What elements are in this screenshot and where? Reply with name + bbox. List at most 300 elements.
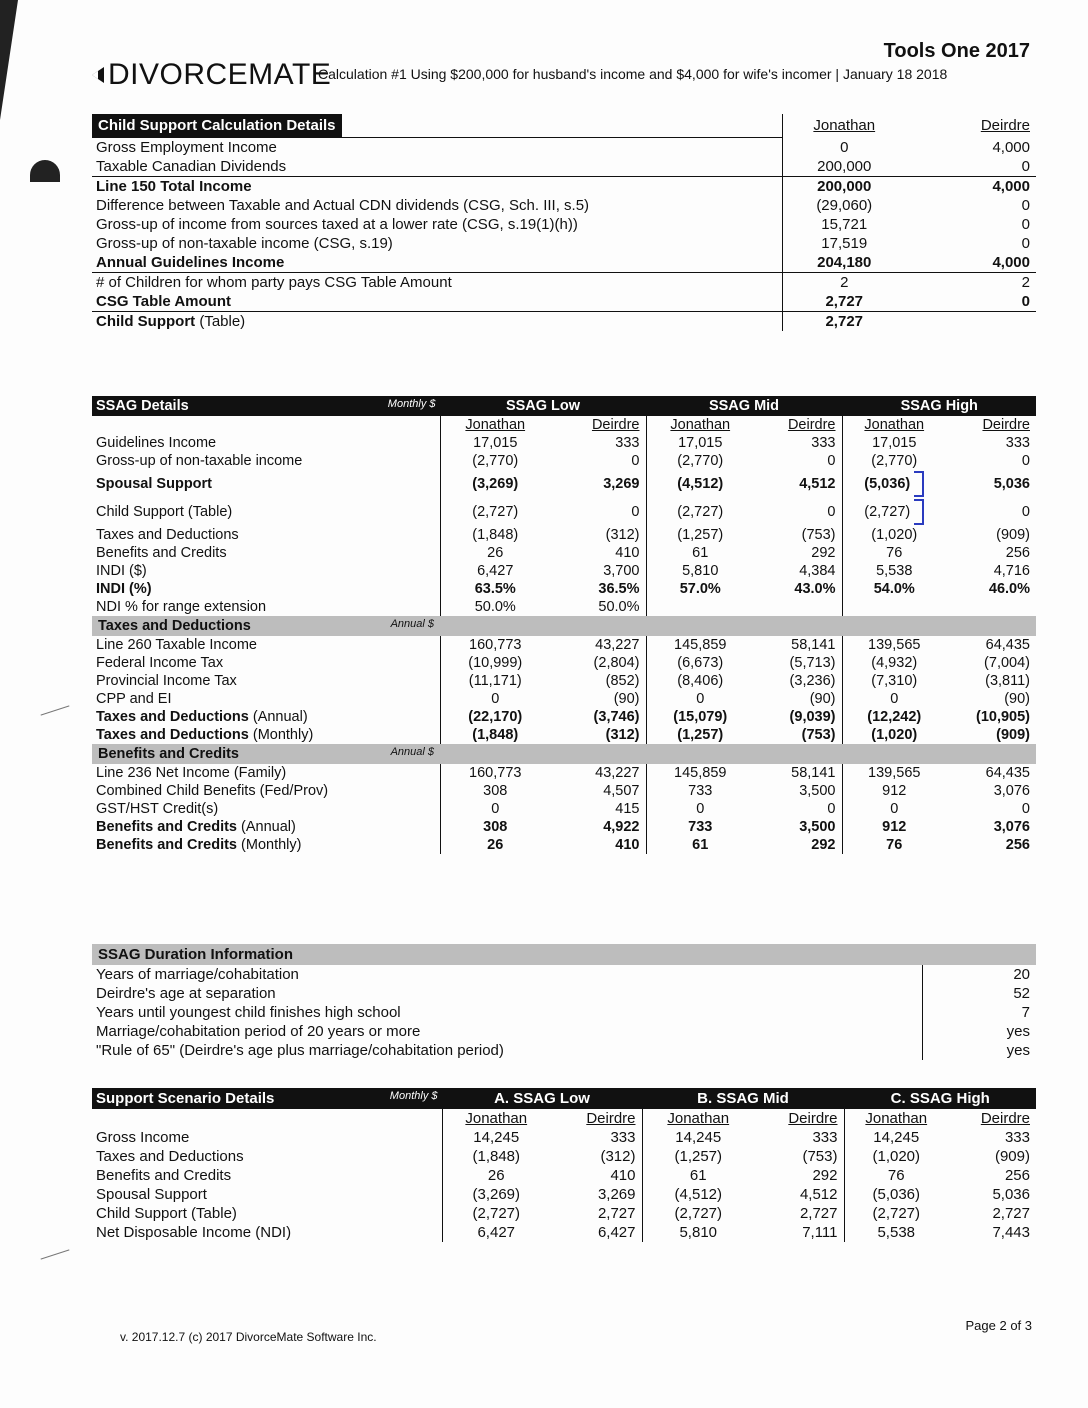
col-deirdre: Deirdre xyxy=(982,417,1030,433)
value-jonathan: 17,015 xyxy=(440,434,550,452)
value-deirdre: 7,111 xyxy=(754,1223,844,1242)
value-jonathan: 912 xyxy=(882,819,907,835)
col-deirdre: Deirdre xyxy=(754,1109,844,1128)
row-label xyxy=(92,452,440,470)
table-row xyxy=(92,138,1036,158)
benefits-rows xyxy=(92,764,1036,854)
value-deirdre: 5,036 xyxy=(993,476,1030,492)
row-label-text: INDI (%) xyxy=(96,581,152,597)
benefits-bar-fill xyxy=(440,744,1036,764)
value-deirdre: 2 xyxy=(1021,274,1030,291)
table-row xyxy=(92,580,1036,598)
row-label-text: Line 260 Taxable Income xyxy=(96,637,257,653)
value-deirdre: (90) xyxy=(550,690,646,708)
value-jonathan: 76 xyxy=(887,1167,905,1184)
table-row xyxy=(92,253,1036,273)
value-jonathan: (1,848) xyxy=(440,526,550,544)
value-jonathan: (29,060) xyxy=(782,196,906,215)
row-label xyxy=(92,470,440,498)
value-jonathan: 139,565 xyxy=(868,765,921,781)
group-a-ssag-low: A. SSAG Low xyxy=(442,1088,642,1109)
value-jonathan: 733 xyxy=(688,783,713,799)
group-ssag-low: SSAG Low xyxy=(440,396,646,416)
version-footer: v. 2017.12.7 (c) 2017 DivorceMate Software Inc. xyxy=(120,1330,377,1344)
table-row xyxy=(92,470,1036,498)
value-deirdre: (312) xyxy=(550,526,646,544)
row-label xyxy=(92,138,782,158)
row-label xyxy=(92,562,440,580)
calculation-subtitle: Calculation #1 Using $200,000 for husband's income and $4,000 for wife's incomer | January 18 2018 xyxy=(318,66,948,82)
value-jonathan: 63.5% xyxy=(440,580,550,598)
value-deirdre: (312) xyxy=(550,726,646,744)
value-deirdre: 256 xyxy=(1004,1167,1030,1184)
row-label xyxy=(92,654,440,672)
value-deirdre: 415 xyxy=(550,800,646,818)
value-deirdre: 0 xyxy=(906,157,1036,177)
duration-title: SSAG Duration Information xyxy=(92,944,922,965)
value-deirdre xyxy=(906,312,1036,332)
col-deirdre: Deirdre xyxy=(754,416,842,434)
value-jonathan: 5,810 xyxy=(679,1224,718,1241)
value-deirdre: 43,227 xyxy=(550,636,646,654)
benefits-header xyxy=(92,744,1036,764)
value-jonathan: (1,020) xyxy=(871,727,918,743)
value-deirdre: 333 xyxy=(550,1128,642,1147)
ssag-table xyxy=(92,396,1036,854)
value-jonathan: (2,727) xyxy=(677,504,724,520)
row-label: Years of marriage/cohabitation xyxy=(96,966,299,983)
value-deirdre: (10,905) xyxy=(975,709,1030,725)
row-label-text: Taxable Canadian Dividends xyxy=(96,158,287,175)
table-row xyxy=(92,215,1036,234)
row-value: 52 xyxy=(922,984,1036,1003)
row-label xyxy=(92,708,440,726)
scenario-title-cell xyxy=(92,1088,442,1109)
table-row xyxy=(92,782,1036,800)
value-deirdre: (9,039) xyxy=(754,708,842,726)
value-jonathan: 2,727 xyxy=(782,292,906,312)
value-jonathan: 5,538 xyxy=(876,563,913,579)
row-label-suffix: (Annual) xyxy=(241,819,296,835)
benefits-title: Benefits and Credits xyxy=(98,746,239,762)
row-label-text: Taxes and Deductions xyxy=(96,727,249,743)
value-jonathan: 54.0% xyxy=(873,581,915,597)
value-jonathan: 0 xyxy=(440,690,550,708)
value-deirdre: 3,076 xyxy=(993,783,1030,799)
row-label xyxy=(92,526,440,544)
table-row xyxy=(92,157,1036,177)
row-value: 7 xyxy=(922,1003,1036,1022)
row-label-text: NDI % for range extension xyxy=(96,599,267,615)
brand-logo xyxy=(90,58,331,92)
benefits-title-cell xyxy=(92,744,440,764)
value-deirdre: (7,004) xyxy=(984,655,1030,671)
row-label-text: Gross-up of non-taxable income xyxy=(96,453,303,469)
child-support-rows xyxy=(92,138,1036,332)
value-jonathan: (1,257) xyxy=(674,1148,723,1165)
value-jonathan: 204,180 xyxy=(782,253,906,273)
row-label: "Rule of 65" (Deirdre's age plus marriage/cohabitation period) xyxy=(96,1042,504,1059)
annotation-bracket xyxy=(914,471,924,497)
duration-bar-fill xyxy=(922,944,1036,965)
value-jonathan xyxy=(646,598,754,616)
row-label-text: Benefits and Credits xyxy=(96,545,227,561)
value-deirdre: 0 xyxy=(550,498,646,526)
row-value: yes xyxy=(922,1041,1036,1060)
table-row xyxy=(92,726,1036,744)
table-row xyxy=(92,654,1036,672)
divorcemate-logo-icon xyxy=(90,65,104,85)
row-label-suffix: (Monthly) xyxy=(241,837,302,853)
value-deirdre: (753) xyxy=(754,726,842,744)
value-deirdre: 0 xyxy=(754,452,842,470)
row-label-text: Child Support xyxy=(96,313,196,330)
value-deirdre: 256 xyxy=(1005,545,1030,561)
value-jonathan: 139,565 xyxy=(868,637,921,653)
row-label-suffix: (Annual) xyxy=(252,709,308,725)
value-deirdre: 0 xyxy=(1021,216,1030,233)
row-label-text: Federal Income Tax xyxy=(96,655,224,671)
table-row xyxy=(92,1166,1036,1185)
value-deirdre: 58,141 xyxy=(754,636,842,654)
table-row xyxy=(92,312,1036,332)
row-label xyxy=(92,498,440,526)
brand-name: DIVORCEMATE xyxy=(108,58,332,91)
value-jonathan: 17,015 xyxy=(872,435,917,451)
value-deirdre: 3,076 xyxy=(993,819,1030,835)
value-deirdre: 333 xyxy=(1004,1129,1030,1146)
value-deirdre: 50.0% xyxy=(550,598,646,616)
col-deirdre: Deirdre xyxy=(980,1110,1030,1127)
value-jonathan: 17,015 xyxy=(678,435,723,451)
value-jonathan: (6,673) xyxy=(677,655,724,671)
table-row xyxy=(92,690,1036,708)
col-deirdre: Deirdre xyxy=(550,1109,642,1128)
value-deirdre: 292 xyxy=(754,544,842,562)
table-row xyxy=(92,800,1036,818)
table-row xyxy=(92,273,1036,293)
row-label xyxy=(92,726,440,744)
value-deirdre: 292 xyxy=(754,1166,844,1185)
table-row xyxy=(92,965,1036,984)
page-number: Page 2 of 3 xyxy=(965,1318,1032,1333)
row-label: Years until youngest child finishes high school xyxy=(96,1004,401,1021)
value-jonathan: 160,773 xyxy=(440,764,550,782)
value-deirdre: (90) xyxy=(754,690,842,708)
value-deirdre: (909) xyxy=(996,727,1030,743)
value-jonathan: (4,932) xyxy=(871,655,918,671)
row-label-text: Benefits and Credits xyxy=(96,1167,232,1184)
value-deirdre: (3,811) xyxy=(985,673,1030,689)
value-jonathan: 61 xyxy=(692,545,709,561)
duration-rows xyxy=(92,965,1036,1060)
row-label-text: Benefits and Credits xyxy=(96,819,237,835)
value-deirdre: 4,000 xyxy=(906,253,1036,273)
value-deirdre: (909) xyxy=(994,1148,1030,1165)
row-label-text: Net Disposable Income (NDI) xyxy=(96,1224,292,1241)
value-deirdre: (753) xyxy=(754,1147,844,1166)
col-jonathan: Jonathan xyxy=(782,114,906,138)
value-jonathan: 61 xyxy=(692,837,709,853)
value-jonathan: (5,036) xyxy=(872,1186,921,1203)
col-jonathan: Jonathan xyxy=(440,416,550,434)
value-deirdre: 0 xyxy=(1021,504,1030,520)
row-label xyxy=(92,253,782,273)
table-row xyxy=(92,1223,1036,1242)
row-label-text: Taxes and Deductions xyxy=(96,709,249,725)
value-jonathan: 5,538 xyxy=(877,1224,916,1241)
row-label xyxy=(92,1147,442,1166)
row-label xyxy=(92,544,440,562)
value-jonathan: (2,770) xyxy=(677,453,724,469)
value-deirdre: 7,443 xyxy=(992,1224,1030,1241)
value-deirdre: 58,141 xyxy=(754,764,842,782)
value-jonathan: 6,427 xyxy=(442,1223,550,1242)
col-jonathan: Jonathan xyxy=(670,417,731,433)
col-deirdre: Deirdre xyxy=(980,117,1030,135)
child-support-table xyxy=(92,114,1036,331)
value-deirdre: 4,716 xyxy=(993,563,1030,579)
value-deirdre: 0 xyxy=(1021,197,1030,214)
benefits-unit: Annual $ xyxy=(390,746,434,758)
value-jonathan: (11,171) xyxy=(440,672,550,690)
value-jonathan: 26 xyxy=(440,544,550,562)
value-deirdre: 4,512 xyxy=(754,1185,844,1204)
row-value: 20 xyxy=(922,965,1036,984)
value-jonathan: (10,999) xyxy=(440,654,550,672)
scenario-title: Support Scenario Details xyxy=(96,1090,275,1107)
value-jonathan: (2,727) xyxy=(440,498,550,526)
table-row xyxy=(92,1147,1036,1166)
value-deirdre: 292 xyxy=(754,836,842,854)
value-deirdre: 2,727 xyxy=(754,1204,844,1223)
value-jonathan: 0 xyxy=(890,691,899,707)
group-b-ssag-mid: B. SSAG Mid xyxy=(642,1088,844,1109)
duration-table xyxy=(92,944,1036,1060)
value-deirdre: 4,000 xyxy=(992,178,1030,195)
value-jonathan: (12,242) xyxy=(867,709,922,725)
row-label-text: Gross-up of non-taxable income (CSG, s.19) xyxy=(96,235,393,252)
value-jonathan: 14,245 xyxy=(873,1129,920,1146)
child-support-title: Child Support Calculation Details xyxy=(92,114,342,137)
value-deirdre xyxy=(946,598,1036,616)
table-row xyxy=(92,1204,1036,1223)
value-jonathan: (1,257) xyxy=(677,727,724,743)
table-row xyxy=(92,1128,1036,1147)
row-label xyxy=(92,690,440,708)
value-jonathan: 200,000 xyxy=(782,157,906,177)
taxes-unit: Annual $ xyxy=(390,618,434,630)
ssag-title-cell xyxy=(92,396,440,416)
value-jonathan: 308 xyxy=(440,818,550,836)
value-deirdre: 0 xyxy=(754,498,842,526)
table-row xyxy=(92,434,1036,452)
value-deirdre: 64,435 xyxy=(985,765,1030,781)
value-jonathan: (2,727) xyxy=(842,498,946,526)
value-jonathan: 76 xyxy=(886,837,903,853)
col-jonathan: Jonathan xyxy=(865,1110,928,1127)
value-jonathan: (4,512) xyxy=(674,1186,723,1203)
row-label xyxy=(92,1185,442,1204)
value-jonathan: 15,721 xyxy=(782,215,906,234)
row-label-text: CSG Table Amount xyxy=(96,293,231,310)
table-row xyxy=(92,984,1036,1003)
row-label-text: Taxes and Deductions xyxy=(96,1148,244,1165)
row-label xyxy=(92,672,440,690)
page-title: Tools One 2017 xyxy=(883,40,1030,62)
row-label xyxy=(92,273,782,293)
row-label xyxy=(92,1223,442,1242)
value-deirdre: 4,507 xyxy=(550,782,646,800)
value-jonathan: 308 xyxy=(440,782,550,800)
value-deirdre: (3,746) xyxy=(550,708,646,726)
value-jonathan: 57.0% xyxy=(679,581,721,597)
value-deirdre: 0 xyxy=(1021,235,1030,252)
value-jonathan: 200,000 xyxy=(782,177,906,197)
value-jonathan: 0 xyxy=(440,800,550,818)
value-deirdre: (5,713) xyxy=(754,654,842,672)
row-label: Marriage/cohabitation period of 20 years or more xyxy=(96,1023,421,1040)
row-label-text: Line 236 Net Income (Family) xyxy=(96,765,287,781)
value-deirdre: 4,384 xyxy=(754,562,842,580)
row-label-text: Gross Income xyxy=(96,1129,190,1146)
row-label-text: Spousal Support xyxy=(96,1186,207,1203)
row-label xyxy=(92,836,440,854)
row-label-text: Gross Employment Income xyxy=(96,139,277,156)
value-jonathan: 61 xyxy=(689,1167,707,1184)
table-row xyxy=(92,598,1036,616)
value-jonathan: 145,859 xyxy=(674,765,727,781)
row-label xyxy=(92,157,782,177)
row-label-text: Spousal Support xyxy=(96,476,212,492)
value-deirdre: 5,036 xyxy=(992,1186,1030,1203)
value-deirdre: 4,000 xyxy=(992,138,1030,156)
value-deirdre: (312) xyxy=(550,1147,642,1166)
taxes-header xyxy=(92,616,1036,636)
annotation-bracket xyxy=(914,499,924,525)
table-row xyxy=(92,818,1036,836)
row-label: Deirdre's age at separation xyxy=(96,985,276,1002)
row-label-suffix: (Monthly) xyxy=(252,727,314,743)
scan-mark xyxy=(41,705,70,715)
value-deirdre: 6,427 xyxy=(550,1223,642,1242)
punch-hole xyxy=(30,160,60,182)
table-row xyxy=(92,196,1036,215)
table-row xyxy=(92,234,1036,253)
table-row xyxy=(92,526,1036,544)
row-label-text: Combined Child Benefits (Fed/Prov) xyxy=(96,783,329,799)
group-c-ssag-high: C. SSAG High xyxy=(844,1088,1036,1109)
ssag-title: SSAG Details xyxy=(96,398,189,414)
value-deirdre: 3,500 xyxy=(754,782,842,800)
value-deirdre: 410 xyxy=(550,544,646,562)
taxes-bar-fill xyxy=(440,616,1036,636)
value-deirdre: (3,236) xyxy=(754,672,842,690)
value-jonathan: (5,036) xyxy=(842,470,946,498)
taxes-rows xyxy=(92,636,1036,744)
value-jonathan: (2,727) xyxy=(872,1205,921,1222)
value-jonathan: (1,020) xyxy=(871,527,918,543)
scenario-unit: Monthly $ xyxy=(389,1090,438,1102)
value-jonathan: (2,727) xyxy=(674,1205,723,1222)
value-jonathan: 0 xyxy=(890,801,899,817)
table-row xyxy=(92,708,1036,726)
row-label xyxy=(92,177,782,197)
scan-shadow xyxy=(0,0,18,120)
table-row xyxy=(92,636,1036,654)
value-deirdre: 0 xyxy=(550,452,646,470)
row-label-text: Benefits and Credits xyxy=(96,837,237,853)
value-deirdre xyxy=(754,598,842,616)
scan-mark xyxy=(41,1249,70,1259)
value-jonathan: 5,810 xyxy=(682,563,719,579)
value-deirdre: 0 xyxy=(1021,453,1030,469)
value-jonathan: 76 xyxy=(886,545,903,561)
value-jonathan: (2,770) xyxy=(440,452,550,470)
row-label xyxy=(92,234,782,253)
row-label xyxy=(92,434,440,452)
table-row xyxy=(92,836,1036,854)
value-deirdre: (852) xyxy=(550,672,646,690)
value-deirdre: 64,435 xyxy=(985,637,1030,653)
value-jonathan: (1,020) xyxy=(872,1148,921,1165)
value-deirdre: 4,512 xyxy=(754,470,842,498)
value-jonathan: 2,727 xyxy=(782,312,906,332)
table-row xyxy=(92,498,1036,526)
ssag-section xyxy=(92,396,1036,854)
row-label xyxy=(92,1204,442,1223)
value-deirdre: 36.5% xyxy=(550,580,646,598)
value-deirdre: 43,227 xyxy=(550,764,646,782)
row-label-text: Difference between Taxable and Actual CDN dividends (CSG, Sch. III, s.5) xyxy=(96,197,590,214)
row-label-text: INDI ($) xyxy=(96,563,147,579)
table-row xyxy=(92,292,1036,312)
row-label-text: Taxes and Deductions xyxy=(96,527,239,543)
value-deirdre: (2,804) xyxy=(550,654,646,672)
child-support-section xyxy=(92,114,1036,331)
value-deirdre: (90) xyxy=(1004,691,1030,707)
value-jonathan: 160,773 xyxy=(440,636,550,654)
row-label xyxy=(92,764,440,782)
value-jonathan: (7,310) xyxy=(871,673,918,689)
value-jonathan xyxy=(842,598,946,616)
group-ssag-mid: SSAG Mid xyxy=(646,396,842,416)
scenario-rows xyxy=(92,1128,1036,1242)
value-jonathan: 0 xyxy=(696,801,705,817)
table-row xyxy=(92,1003,1036,1022)
value-jonathan: (8,406) xyxy=(677,673,724,689)
value-jonathan: 145,859 xyxy=(674,637,727,653)
table-row xyxy=(92,544,1036,562)
value-deirdre: 333 xyxy=(754,434,842,452)
value-jonathan: (3,269) xyxy=(442,1185,550,1204)
table-row xyxy=(92,177,1036,197)
value-deirdre: 46.0% xyxy=(988,581,1030,597)
table-row xyxy=(92,1041,1036,1060)
table-row xyxy=(92,562,1036,580)
ssag-unit: Monthly $ xyxy=(387,398,436,410)
row-label xyxy=(92,1128,442,1147)
col-deirdre: Deirdre xyxy=(550,416,646,434)
value-deirdre: 3,700 xyxy=(550,562,646,580)
value-deirdre: 2,727 xyxy=(992,1205,1030,1222)
value-jonathan: 0 xyxy=(782,138,906,158)
row-label xyxy=(92,636,440,654)
value-jonathan: (15,079) xyxy=(673,709,728,725)
taxes-title: Taxes and Deductions xyxy=(98,618,251,634)
value-jonathan: 14,245 xyxy=(442,1128,550,1147)
value-jonathan: (2,727) xyxy=(442,1204,550,1223)
